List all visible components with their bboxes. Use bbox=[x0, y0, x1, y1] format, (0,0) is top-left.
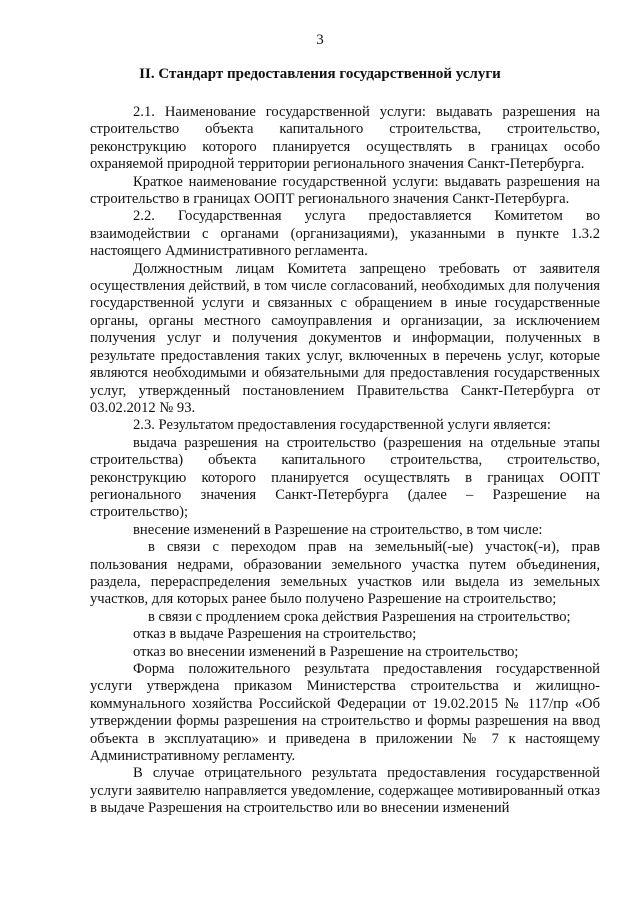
paragraph-2-1: 2.1. Наименование государственной услуги: выдавать разрешения на строительство объекта капитального строительства, строительство, реконструкцию которого планируется осуществлять в границах особо охраняемой природной территории регионального значения Санкт-Петербурга. bbox=[90, 104, 600, 173]
paragraph-form: Форма положительного результата предоставления государственной услуги утверждена приказом Министерства строительства и жилищно-коммунального хозяйства Российской Федерации от 19.02.2015 № 117/пр «Об утверждении формы разрешения на строительство и формы разрешения на ввод объекта в эксплуатацию» и приведена в приложении № 7 к настоящему Административному регламенту. bbox=[90, 661, 600, 765]
page-number: 3 bbox=[316, 32, 324, 48]
result-item-refusal-amend: отказ во внесении изменений в Разрешение на строительство; bbox=[133, 643, 519, 660]
amend-subitem-extension: в связи с продлением срока действия Разрешения на строительство; bbox=[148, 608, 571, 625]
amend-subitem-transfer: в связи с переходом прав на земельный(-ые) участок(-и), прав пользования недрами, образовании земельного участка путем объединения, раздела, перераспределения земельных участков или выдела из земельных участков, для которых ранее было получено Разрешение на строительство; bbox=[90, 539, 600, 608]
result-item-amend: внесение изменений в Разрешение на строительство, в том числе: bbox=[133, 521, 543, 538]
result-item-issue: выдача разрешения на строительство (разрешения на отдельные этапы строительства) объекта капитального строительства, строительство, реконструкцию которого планируется осуществлять в границах ООПТ регионального значения Санкт-Петербурга (далее – Разрешение на строительство); bbox=[90, 434, 600, 521]
result-item-refusal-issue: отказ в выдаче Разрешения на строительство; bbox=[133, 626, 417, 643]
paragraph-short-name: Краткое наименование государственной услуги: выдавать разрешения на строительство в границах ООПТ регионального значения Санкт-Петербурга. bbox=[90, 173, 600, 208]
document-body bbox=[90, 104, 600, 818]
section-heading: II. Стандарт предоставления государственной услуги bbox=[139, 66, 501, 82]
paragraph-negative: В случае отрицательного результата предоставления государственной услуги заявителю направляется уведомление, содержащее мотивированный отказ в выдаче Разрешения на строительство или во внесении изменений bbox=[90, 765, 600, 817]
paragraph-2-3: 2.3. Результатом предоставления государственной услуги является: bbox=[133, 417, 551, 434]
paragraph-prohibition: Должностным лицам Комитета запрещено требовать от заявителя осуществления действий, в том числе согласований, необходимых для получения государственной услуги и связанных с обращением в иные государственные органы, органы местного самоуправления и организации, за исключением получения услуг и получения документов и информации, полученных в результате предоставления таких услуг, включенных в перечень услуг, которые являются необходимыми и обязательными для предоставления государственных услуг, утвержденный постановлением Правительства Санкт-Петербурга от 03.02.2012 № 93. bbox=[90, 260, 600, 416]
paragraph-2-2: 2.2. Государственная услуга предоставляется Комитетом во взаимодействии с органами (организациями), указанными в пункте 1.3.2 настоящего Административного регламента. bbox=[90, 208, 600, 260]
